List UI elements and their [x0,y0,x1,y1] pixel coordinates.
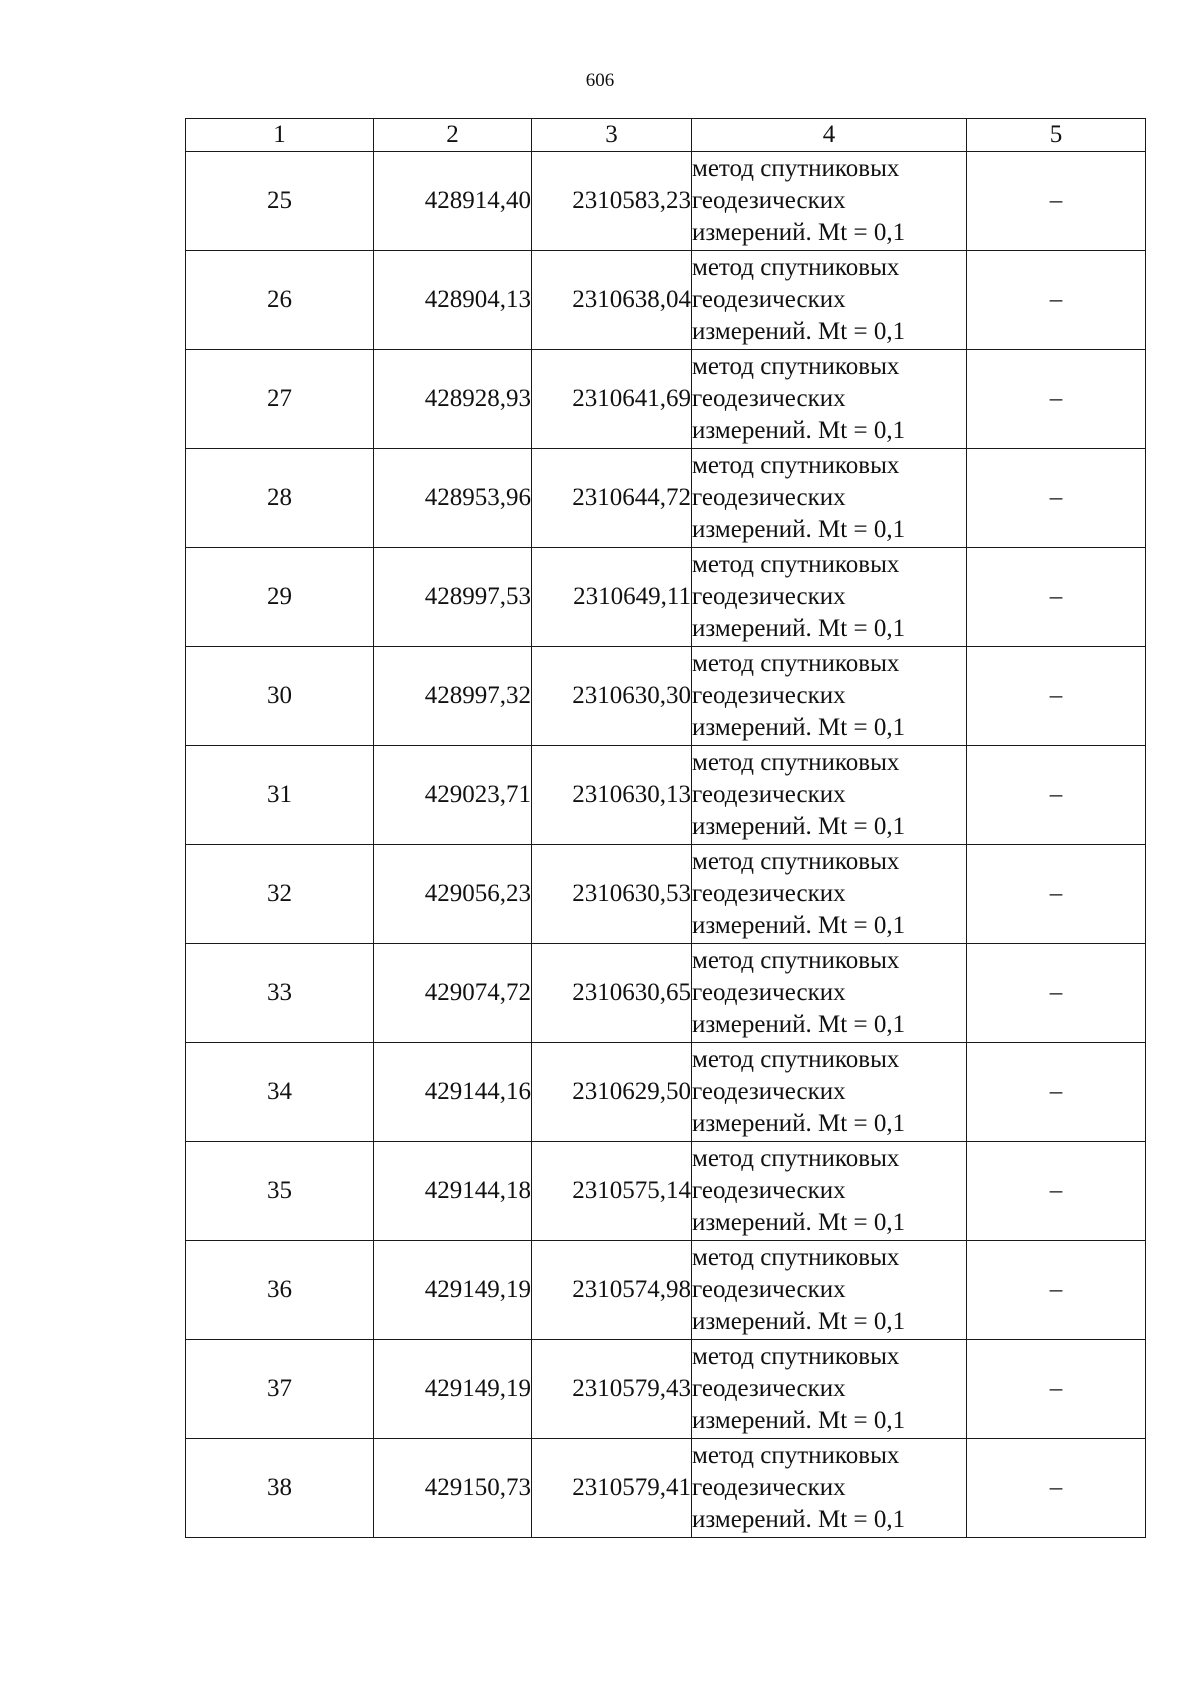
table-row [186,845,1146,944]
method-line: измерений. Mt = 0,1 [692,1110,906,1137]
column-header-5: 5 [967,119,1146,152]
method-line: измерений. Mt = 0,1 [692,615,906,642]
coordinates-table-container [185,118,1145,1538]
method-cell [692,746,967,845]
table-row [186,746,1146,845]
method-line: измерений. Mt = 0,1 [692,813,906,840]
table-row [186,1439,1146,1538]
table-row [186,1043,1146,1142]
column-header-2: 2 [374,119,532,152]
method-cell [692,350,967,449]
method-cell [692,845,967,944]
x-coordinate-cell: 428914,40 [374,152,532,251]
table-row [186,1340,1146,1439]
column-header-1: 1 [186,119,374,152]
point-number-cell: 29 [186,548,374,647]
x-coordinate-cell: 429023,71 [374,746,532,845]
y-coordinate-cell: 2310638,04 [532,251,692,350]
method-line: геодезических [692,979,846,1006]
method-line: метод спутниковых [692,650,900,677]
table-row [186,1142,1146,1241]
method-line: метод спутниковых [692,1442,900,1469]
x-coordinate-cell: 429144,16 [374,1043,532,1142]
method-line: измерений. Mt = 0,1 [692,1308,906,1335]
y-coordinate-cell: 2310579,43 [532,1340,692,1439]
method-line: измерений. Mt = 0,1 [692,714,906,741]
x-coordinate-cell: 428997,32 [374,647,532,746]
y-coordinate-cell: 2310641,69 [532,350,692,449]
method-line: метод спутниковых [692,1046,900,1073]
method-line: геодезических [692,1177,846,1204]
y-coordinate-cell: 2310630,65 [532,944,692,1043]
note-cell: – [967,944,1146,1043]
table-header-row [186,119,1146,152]
note-cell: – [967,746,1146,845]
table-row [186,152,1146,251]
method-cell [692,1241,967,1340]
method-line: метод спутниковых [692,749,900,776]
note-cell: – [967,1340,1146,1439]
method-cell [692,251,967,350]
method-line: метод спутниковых [692,254,900,281]
table-row [186,1241,1146,1340]
point-number-cell: 25 [186,152,374,251]
method-line: измерений. Mt = 0,1 [692,1407,906,1434]
table-body [186,152,1146,1538]
method-cell [692,1439,967,1538]
note-cell: – [967,1142,1146,1241]
point-number-cell: 31 [186,746,374,845]
x-coordinate-cell: 429150,73 [374,1439,532,1538]
y-coordinate-cell: 2310630,30 [532,647,692,746]
y-coordinate-cell: 2310575,14 [532,1142,692,1241]
table-row [186,449,1146,548]
method-cell [692,449,967,548]
table-row [186,944,1146,1043]
note-cell: – [967,350,1146,449]
x-coordinate-cell: 428904,13 [374,251,532,350]
method-cell [692,152,967,251]
method-cell [692,647,967,746]
method-line: геодезических [692,286,846,313]
note-cell: – [967,1043,1146,1142]
point-number-cell: 34 [186,1043,374,1142]
page-number: 606 [585,70,615,91]
note-cell: – [967,1241,1146,1340]
x-coordinate-cell: 428953,96 [374,449,532,548]
x-coordinate-cell: 429144,18 [374,1142,532,1241]
method-cell [692,944,967,1043]
method-line: измерений. Mt = 0,1 [692,417,906,444]
point-number-cell: 28 [186,449,374,548]
point-number-cell: 33 [186,944,374,1043]
y-coordinate-cell: 2310644,72 [532,449,692,548]
method-line: измерений. Mt = 0,1 [692,1506,906,1533]
point-number-cell: 26 [186,251,374,350]
method-line: измерений. Mt = 0,1 [692,318,906,345]
x-coordinate-cell: 428997,53 [374,548,532,647]
method-line: метод спутниковых [692,848,900,875]
method-line: измерений. Mt = 0,1 [692,219,906,246]
note-cell: – [967,845,1146,944]
point-number-cell: 37 [186,1340,374,1439]
method-line: геодезических [692,385,846,412]
table-row [186,647,1146,746]
method-line: метод спутниковых [692,1145,900,1172]
note-cell: – [967,152,1146,251]
method-line: геодезических [692,880,846,907]
x-coordinate-cell: 429149,19 [374,1340,532,1439]
y-coordinate-cell: 2310630,53 [532,845,692,944]
method-cell [692,1043,967,1142]
method-cell [692,1142,967,1241]
method-line: геодезических [692,781,846,808]
y-coordinate-cell: 2310630,13 [532,746,692,845]
method-line: геодезических [692,1276,846,1303]
method-line: геодезических [692,484,846,511]
x-coordinate-cell: 429056,23 [374,845,532,944]
method-cell [692,1340,967,1439]
note-cell: – [967,548,1146,647]
method-line: геодезических [692,682,846,709]
point-number-cell: 36 [186,1241,374,1340]
note-cell: – [967,647,1146,746]
note-cell: – [967,449,1146,548]
y-coordinate-cell: 2310649,11 [532,548,692,647]
point-number-cell: 35 [186,1142,374,1241]
point-number-cell: 27 [186,350,374,449]
column-header-3: 3 [532,119,692,152]
method-line: метод спутниковых [692,1244,900,1271]
y-coordinate-cell: 2310574,98 [532,1241,692,1340]
method-line: метод спутниковых [692,452,900,479]
method-line: измерений. Mt = 0,1 [692,912,906,939]
x-coordinate-cell: 429149,19 [374,1241,532,1340]
method-line: геодезических [692,583,846,610]
point-number-cell: 38 [186,1439,374,1538]
method-line: измерений. Mt = 0,1 [692,516,906,543]
method-line: метод спутниковых [692,1343,900,1370]
note-cell: – [967,251,1146,350]
table-row [186,548,1146,647]
table-row [186,251,1146,350]
point-number-cell: 30 [186,647,374,746]
method-line: метод спутниковых [692,155,900,182]
method-cell [692,548,967,647]
method-line: метод спутниковых [692,551,900,578]
y-coordinate-cell: 2310629,50 [532,1043,692,1142]
method-line: геодезических [692,187,846,214]
table-row [186,350,1146,449]
note-cell: – [967,1439,1146,1538]
method-line: геодезических [692,1474,846,1501]
coordinates-table [185,118,1146,1538]
column-header-4: 4 [692,119,967,152]
method-line: геодезических [692,1078,846,1105]
method-line: геодезических [692,1375,846,1402]
point-number-cell: 32 [186,845,374,944]
method-line: метод спутниковых [692,947,900,974]
y-coordinate-cell: 2310583,23 [532,152,692,251]
method-line: измерений. Mt = 0,1 [692,1011,906,1038]
method-line: измерений. Mt = 0,1 [692,1209,906,1236]
x-coordinate-cell: 429074,72 [374,944,532,1043]
method-line: метод спутниковых [692,353,900,380]
x-coordinate-cell: 428928,93 [374,350,532,449]
y-coordinate-cell: 2310579,41 [532,1439,692,1538]
